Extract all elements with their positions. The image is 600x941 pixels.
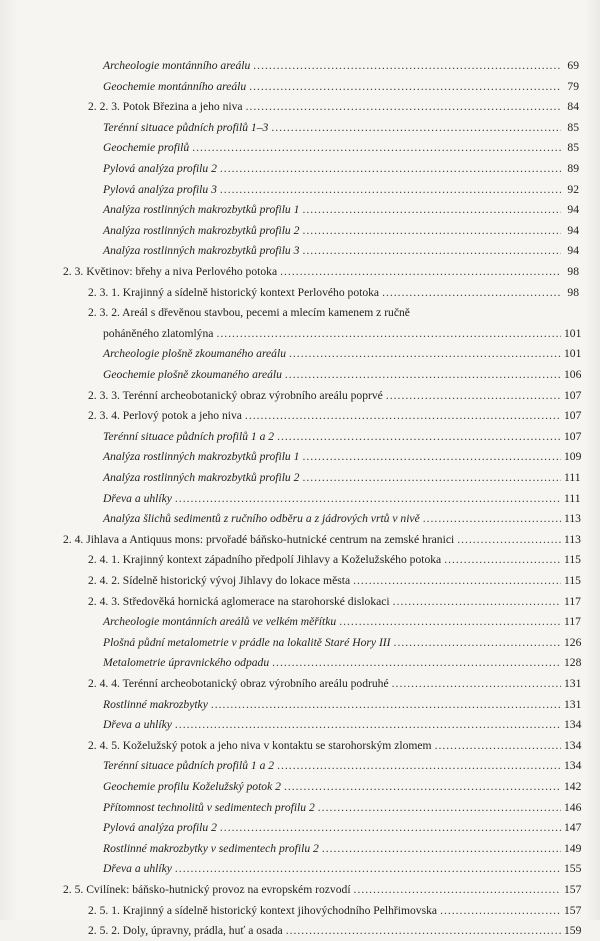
toc-entry[interactable] [103, 859, 582, 879]
toc-leader-dots [220, 180, 561, 200]
toc-page-number: 109 [564, 450, 582, 464]
toc-entry-title: Přítomnost technolitů v sedimentech profilu 2 [103, 800, 315, 814]
toc-leader-dots [211, 695, 561, 715]
toc-entry-title: poháněného zlatomlýna [103, 326, 214, 340]
toc-entry[interactable] [88, 97, 579, 117]
toc-entry-title: 2. 3. 2. Areál s dřevěnou stavbou, pecemi a mlecím kamenem z ručně [88, 306, 410, 320]
toc-entry-title: 2. 3. 4. Perlový potok a jeho niva [88, 409, 242, 423]
toc-entry-title: Terénní situace půdních profilů 1–3 [103, 120, 269, 134]
toc-leader-dots [216, 324, 561, 344]
toc-entry-title: Pylová analýza profilu 3 [103, 182, 217, 196]
toc-leader-dots [271, 118, 561, 138]
toc-entry[interactable] [103, 612, 579, 632]
toc-page-number: 155 [564, 862, 582, 876]
toc-page-number: 79 [567, 79, 579, 93]
toc-page-number: 85 [567, 120, 579, 134]
toc-page-number: 92 [567, 182, 579, 196]
toc-entry[interactable] [88, 674, 582, 694]
toc-row [0, 303, 600, 344]
toc-entry[interactable] [103, 447, 582, 467]
toc-entry-title: Metalometrie úpravnického odpadu [103, 656, 270, 670]
toc-leader-dots [318, 798, 561, 818]
toc-row [0, 283, 600, 303]
toc-entry[interactable] [63, 262, 579, 282]
toc-entry[interactable] [103, 180, 579, 200]
toc-entry-title: Plošná půdní metalometrie v prádle na lokalitě Staré Hory III [103, 635, 391, 649]
toc-entry[interactable] [103, 695, 582, 715]
toc-entry-title: 2. 5. 1. Krajinný a sídelně historický kontext jihovýchodního Pelhřimovska [88, 903, 438, 917]
toc-entry-title: Archeologie montánních areálů ve velkém měřítku [103, 615, 337, 629]
toc-leader-dots [285, 365, 561, 385]
toc-entry[interactable] [88, 571, 579, 591]
toc-page-number: 101 [564, 347, 582, 361]
toc-page-number: 126 [564, 635, 582, 649]
toc-entry[interactable] [88, 283, 579, 303]
toc-row [0, 159, 600, 179]
toc-entry-title: 2. 5. 2. Doly, úpravny, prádla, huť a osada [88, 924, 283, 938]
toc-row [0, 241, 600, 261]
toc-row [0, 633, 600, 653]
toc-leader-dots [272, 653, 561, 673]
toc-row [0, 695, 600, 715]
toc-page-number: 106 [564, 368, 582, 381]
toc-leader-dots [394, 633, 561, 653]
toc-page-number: 111 [564, 471, 581, 484]
toc-leader-dots [192, 138, 561, 158]
toc-entry-title: Dřeva a uhlíky [103, 491, 172, 505]
toc-row [0, 386, 600, 406]
toc-row [0, 56, 600, 76]
toc-entry[interactable] [103, 324, 582, 344]
toc-page-number: 94 [567, 223, 579, 237]
toc-row [0, 818, 600, 838]
toc-page-number: 134 [564, 738, 582, 752]
toc-row [0, 489, 600, 509]
toc-page-number: 157 [564, 883, 582, 896]
toc-entry-title: 2. 3. Květinov: břehy a niva Perlového potoka [63, 265, 278, 278]
toc-page-number: 115 [564, 553, 581, 567]
toc-entry-title: 2. 4. Jihlava a Antiquus mons: prvořadé báňsko-hutnické centrum na zemské hranici [63, 532, 455, 546]
toc-page-number: 115 [564, 574, 581, 587]
toc-entry[interactable] [103, 468, 579, 488]
toc-leader-dots [393, 592, 561, 612]
toc-entry-title: Archeologie montánního areálu [103, 59, 251, 72]
toc-page-number: 98 [567, 265, 579, 278]
toc-entry-title: Analýza rostlinných makrozbytků profilu 2 [103, 223, 300, 237]
toc-entry[interactable] [103, 777, 582, 797]
toc-leader-dots [392, 674, 561, 694]
toc-row [0, 550, 600, 570]
toc-page-number: 134 [564, 759, 582, 773]
toc-leader-dots [302, 200, 561, 220]
toc-leader-dots [220, 159, 561, 179]
toc-row [0, 612, 600, 632]
toc-entry-title-first-line [88, 303, 410, 323]
toc-page-number: 131 [564, 677, 582, 690]
toc-entry[interactable] [63, 530, 579, 550]
toc-entry[interactable] [103, 798, 582, 818]
toc-row [0, 138, 600, 158]
toc-page-number: 142 [564, 780, 582, 793]
toc-entry-title: Terénní situace půdních profilů 1 a 2 [103, 759, 275, 773]
toc-row [0, 798, 600, 818]
toc-entry-title: 2. 4. 2. Sídelně historický vývoj Jihlavy do lokace města [88, 574, 351, 587]
toc-page-number: 85 [567, 141, 579, 155]
toc-leader-dots [382, 283, 561, 303]
toc-page-number: 157 [564, 903, 582, 917]
toc-leader-dots [302, 468, 561, 488]
toc-entry[interactable] [88, 406, 582, 426]
toc-entry-title: Analýza rostlinných makrozbytků profilu 1 [103, 450, 300, 464]
toc-entry[interactable] [88, 901, 582, 921]
toc-entry-title: Terénní situace půdních profilů 1 a 2 [103, 429, 275, 443]
toc-leader-dots [249, 77, 561, 97]
toc-row [0, 118, 600, 138]
toc-page-number: 69 [567, 59, 579, 72]
toc-entry[interactable] [103, 633, 582, 653]
toc-entry-title: Geochemie profilu Koželužský potok 2 [103, 780, 281, 793]
toc-entry[interactable] [88, 736, 582, 756]
toc-entry-title: 2. 3. 1. Krajinný a sídelně historický kontext Perlového potoka [88, 285, 380, 299]
toc-page-number: 117 [564, 594, 581, 608]
toc-page-number: 113 [564, 512, 581, 526]
toc-leader-dots [246, 97, 561, 117]
toc-page-number: 131 [564, 697, 582, 711]
toc-entry-title: Rostlinné makrozbytky [103, 697, 208, 711]
toc-entry[interactable] [103, 365, 582, 385]
toc-entry-title: Pylová analýza profilu 2 [103, 162, 217, 175]
toc-entry[interactable] [103, 221, 579, 241]
toc-entry-title: Rostlinné makrozbytky v sedimentech profilu 2 [103, 841, 319, 855]
toc-entry[interactable] [103, 138, 579, 158]
toc-page-number: 134 [564, 718, 582, 732]
toc-page-number: 159 [564, 924, 582, 938]
toc-row [0, 859, 600, 879]
toc-page-number: 98 [567, 285, 579, 299]
toc-row [0, 221, 600, 241]
toc-entry-title: 2. 4. 3. Středověká hornická aglomerace na starohorské dislokaci [88, 594, 390, 608]
toc-entry-title: Analýza rostlinných makrozbytků profilu 1 [103, 203, 300, 217]
toc-leader-dots [245, 406, 561, 426]
toc-row [0, 262, 600, 282]
toc-entry[interactable] [103, 653, 582, 673]
toc-entry[interactable] [103, 818, 582, 838]
toc-row [0, 736, 600, 756]
toc-row [0, 715, 600, 735]
toc-entry-title: 2. 3. 3. Terénní archeobotanický obraz výrobního areálu poprvé [88, 388, 383, 402]
toc-row [0, 200, 600, 220]
toc-entry-title: 2. 5. Cvilínek: báňsko-hutnický provoz na evropském rozvodí [63, 883, 351, 896]
toc-entry-title: Dřeva a uhlíky [103, 862, 172, 876]
toc-row [0, 509, 600, 529]
toc-entry-title: 2. 4. 5. Koželužský potok a jeho niva v kontaktu se starohorským zlomem [88, 738, 432, 752]
toc-leader-dots [423, 509, 561, 529]
toc-row [0, 180, 600, 200]
toc-page-number: 94 [567, 244, 579, 258]
toc-row [0, 653, 600, 673]
toc-row [0, 839, 600, 859]
toc-entry-title: 2. 2. 3. Potok Březina a jeho niva [88, 100, 243, 114]
toc-entry[interactable] [103, 509, 579, 529]
toc-page-number: 111 [564, 491, 581, 505]
toc-entry-title: 2. 4. 1. Krajinný kontext západního předpolí Jihlavy a Koželužského potoka [88, 553, 442, 567]
toc-row [0, 427, 600, 447]
toc-entry[interactable] [103, 756, 582, 776]
toc-page-number: 147 [564, 821, 582, 835]
toc-entry[interactable] [103, 56, 579, 76]
toc-leader-dots [440, 901, 561, 921]
toc-row [0, 447, 600, 467]
toc-row [0, 901, 600, 921]
toc-leader-dots [302, 447, 561, 467]
toc-entry[interactable] [103, 344, 582, 364]
toc-row [0, 344, 600, 364]
toc-leader-dots [339, 612, 561, 632]
toc-row [0, 880, 600, 900]
toc-entry-title: Geochemie profilů [103, 141, 190, 155]
toc-row [0, 77, 600, 97]
toc-leader-dots [277, 756, 561, 776]
toc-entry[interactable] [103, 427, 582, 447]
toc-entry[interactable] [103, 200, 579, 220]
toc-entry-title: Geochemie plošně zkoumaného areálu [103, 368, 282, 381]
toc-row [0, 406, 600, 426]
toc-entry[interactable] [88, 592, 579, 612]
toc-entry-title: Pylová analýza profilu 2 [103, 821, 217, 835]
toc-leader-dots [277, 427, 561, 447]
toc-leader-dots [353, 571, 561, 591]
toc-row [0, 592, 600, 612]
toc-leader-dots [322, 839, 561, 859]
toc-page-number: 89 [567, 162, 579, 175]
toc-entry[interactable] [103, 241, 579, 261]
toc-entry[interactable] [88, 386, 582, 406]
toc-page-number: 113 [564, 532, 581, 546]
toc-row [0, 365, 600, 385]
toc-page-number: 107 [564, 388, 582, 402]
toc-page-number: 107 [564, 409, 582, 423]
toc-entry[interactable] [103, 715, 582, 735]
toc-entry-title: Archeologie plošně zkoumaného areálu [103, 347, 286, 361]
toc-row [0, 921, 600, 941]
toc-page-number: 146 [564, 800, 582, 814]
toc-leader-dots [435, 736, 561, 756]
toc-row [0, 571, 600, 591]
toc-leader-dots [302, 221, 561, 241]
toc-page-number: 149 [564, 841, 582, 855]
toc-leader-dots [284, 777, 561, 797]
toc-entry[interactable] [88, 921, 582, 941]
toc-leader-dots [253, 56, 561, 76]
toc-leader-dots [175, 489, 561, 509]
toc-entry[interactable] [103, 77, 579, 97]
toc-leader-dots [302, 241, 561, 261]
toc-entry[interactable] [63, 880, 582, 900]
toc-entry[interactable] [103, 159, 579, 179]
toc-page-number: 107 [564, 429, 582, 443]
toc-leader-dots [286, 921, 561, 941]
toc-entry-title: Dřeva a uhlíky [103, 718, 172, 732]
toc-leader-dots [457, 530, 561, 550]
toc-page-number: 94 [567, 203, 579, 217]
toc-leader-dots [175, 715, 561, 735]
toc-leader-dots [386, 386, 561, 406]
toc-page-number: 128 [564, 656, 582, 670]
toc-page-number: 117 [564, 615, 581, 629]
toc-leader-dots [175, 859, 561, 879]
toc-entry-title: 2. 4. 4. Terénní archeobotanický obraz výrobního areálu podruhé [88, 677, 389, 690]
toc-entry[interactable] [103, 118, 579, 138]
toc-row [0, 756, 600, 776]
toc-entry-title: Geochemie montánního areálu [103, 79, 247, 93]
toc-row [0, 674, 600, 694]
toc-leader-dots [289, 344, 561, 364]
toc-page-number: 84 [567, 100, 579, 114]
toc-leader-dots [220, 818, 561, 838]
toc-leader-dots [354, 880, 561, 900]
toc-leader-dots [444, 550, 561, 570]
toc-entry-title: Analýza rostlinných makrozbytků profilu 2 [103, 471, 300, 484]
toc-row [0, 530, 600, 550]
toc-entry[interactable] [103, 839, 582, 859]
toc-entry[interactable] [88, 550, 579, 570]
toc-row [0, 97, 600, 117]
toc-row [0, 777, 600, 797]
toc-page-number: 101 [564, 326, 582, 340]
toc-leader-dots [280, 262, 561, 282]
toc-entry-title: Analýza rostlinných makrozbytků profilu 3 [103, 244, 300, 258]
toc-entry[interactable] [103, 489, 579, 509]
toc-entry-title: Analýza šlichů sedimentů z ručního odběru a z jádrových vrtů v nivě [103, 512, 420, 526]
toc-row [0, 468, 600, 488]
